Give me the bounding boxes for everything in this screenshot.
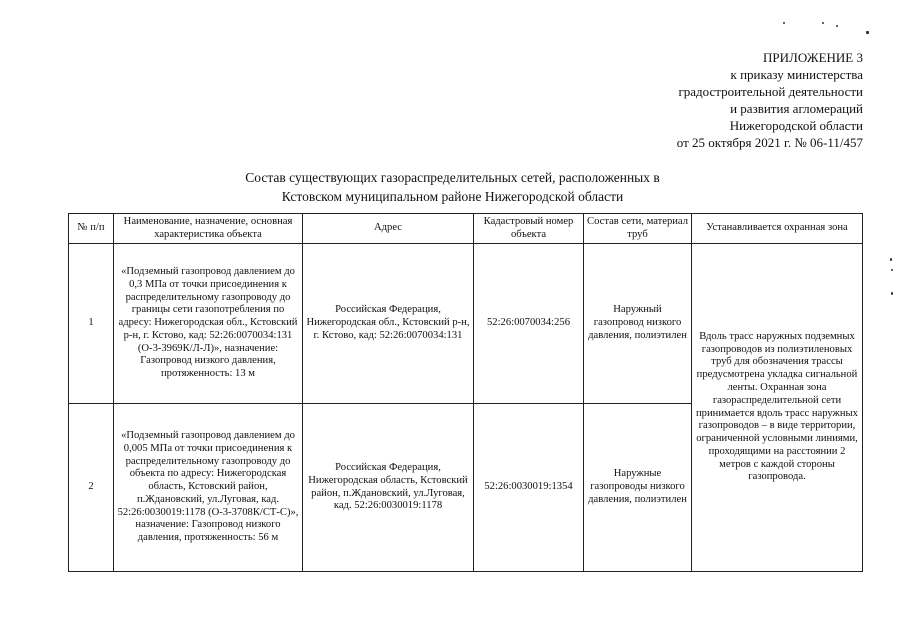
cell-number: 2	[69, 404, 114, 572]
scan-speck	[783, 22, 785, 24]
cell-name: «Подземный газопровод давлением до 0,005 МПа от точки присоединения к распределительному газопроводу до объекта по адресу: Нижегородская область, Кстовский район, п.Ждановский, ул.Луговая, кад. 52:26:0030019:1178 (О-3-3708К/СТ-С)», назначение: Газопровод низкого давления, протяженность: 56 м	[114, 404, 303, 572]
table-row	[69, 244, 863, 404]
scan-speck	[890, 258, 892, 261]
header-address: Адрес	[303, 214, 474, 244]
appendix-line: градостроительной деятельности	[678, 84, 863, 99]
cell-cadastral: 52:26:0070034:256	[474, 244, 584, 404]
cell-composition: Наружные газопроводы низкого давления, полиэтилен	[584, 404, 692, 572]
cell-cadastral: 52:26:0030019:1354	[474, 404, 584, 572]
header-cadastral: Кадастровый номер объекта	[474, 214, 584, 244]
header-composition: Состав сети, материал труб	[584, 214, 692, 244]
appendix-line: Нижегородской области	[729, 118, 863, 133]
scan-speck	[866, 31, 869, 34]
cell-address: Российская Федерация, Нижегородская обл., Кстовский р-н, г. Кстово, кад: 52:26:0070034:131	[303, 244, 474, 404]
cell-number: 1	[69, 244, 114, 404]
gas-network-table	[68, 213, 863, 572]
appendix-line: к приказу министерства	[730, 67, 863, 82]
header-number: № п/п	[69, 214, 114, 244]
cell-protection-zone: Вдоль трасс наружных подземных газопроводов из полиэтиленовых труб для обозначения трассы предусмотрена укладка сигнальной ленты. Охранная зона газораспределительной сети принимается вдоль трасс наружных газопроводов – в виде территории, ограниченной условными линиями, проходящими на расстоянии 2 метров с каждой стороны газопровода.	[692, 244, 863, 572]
document-title	[120, 168, 785, 206]
header-name: Наименование, назначение, основная характеристика объекта	[114, 214, 303, 244]
cell-name: «Подземный газопровод давлением до 0,3 МПа от точки присоединения к распределительному газопроводу до границы сети газопотребления по адресу: Нижегородская обл., Кстовский р-н, г. Кстово, кад: 52:26:0070034:131 (О-3-3969К/Л-Л)», назначение: Газопровод низкого давления, протяженность: 13 м	[114, 244, 303, 404]
header-protection-zone: Устанавливается охранная зона	[692, 214, 863, 244]
title-line-1: Состав существующих газораспределительных сетей, расположенных в	[245, 170, 660, 185]
cell-address: Российская Федерация, Нижегородская область, Кстовский район, п.Ждановский, ул.Луговая, кад. 52:26:0030019:1178	[303, 404, 474, 572]
scan-speck	[891, 269, 893, 271]
appendix-line: от 25 октября 2021 г. № 06-11/457	[676, 135, 863, 150]
table-header-row	[69, 214, 863, 244]
scan-speck	[822, 22, 824, 24]
title-line-2: Кстовском муниципальном районе Нижегородской области	[281, 189, 624, 204]
cell-composition: Наружный газопровод низкого давления, полиэтилен	[584, 244, 692, 404]
scan-speck	[891, 292, 893, 295]
appendix-line: и развития агломераций	[730, 101, 863, 116]
appendix-line: ПРИЛОЖЕНИЕ 3	[763, 50, 863, 65]
scan-speck	[836, 25, 838, 27]
appendix-header	[677, 49, 863, 151]
